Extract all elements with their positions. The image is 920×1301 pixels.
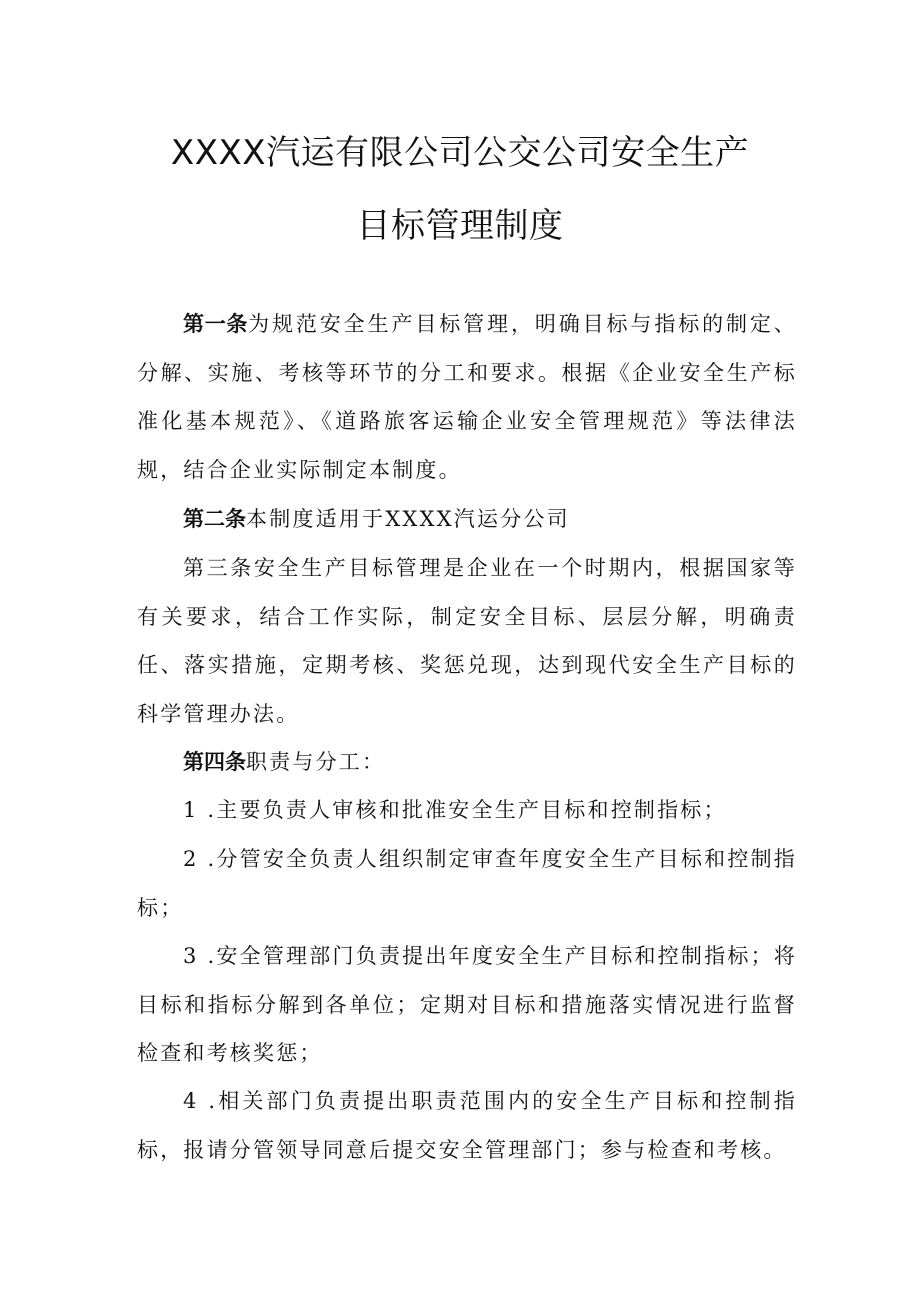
article-lead: 第一条 (183, 312, 249, 336)
article-lead: 第四条 (183, 750, 246, 774)
duty-item-text: 1 .主要负责人审核和批准安全生产目标和控制指标； (183, 798, 727, 822)
article-text: 本制度适用于XXXX汽运分公司 (246, 507, 570, 531)
duty-item-text: 3 .安全管理部门负责提出年度安全生产目标和控制指标；将目标和指标分解到各单位；定期对目标和措施落实情况进行监督检查和考核奖惩； (137, 944, 797, 1065)
duty-item-1 (137, 786, 797, 835)
duty-item-3 (137, 932, 797, 1078)
article-text: 为规范安全生产目标管理，明确目标与指标的制定、分解、实施、考核等环节的分工和要求。根据《企业安全生产标准化基本规范》、《道路旅客运输企业安全管理规范》等法律法规，结合企业实际制定本制度。 (137, 312, 797, 482)
article-lead: 第二条 (183, 507, 246, 531)
article-4 (137, 738, 797, 787)
article-2 (137, 495, 797, 544)
duty-item-2 (137, 835, 797, 932)
duty-item-4 (137, 1077, 797, 1174)
document-title-line2: 目标管理制度 (356, 206, 564, 246)
article-text: 职责与分工： (246, 750, 386, 774)
article-1 (137, 300, 797, 494)
article-text: 第三条安全生产目标管理是企业在一个时期内，根据国家等有关要求，结合工作实际，制定安全目标、层层分解，明确责任、落实措施，定期考核、奖惩兑现，达到现代安全生产目标的科学管理办法。 (137, 556, 797, 726)
duty-item-text: 2 .分管安全负责人组织制定审查年度安全生产目标和控制指标； (137, 847, 797, 920)
document-title-line1: XXXX汽运有限公司公交公司安全生产 (170, 133, 750, 173)
article-3 (137, 544, 797, 738)
duty-item-text: 4 .相关部门负责提出职责范围内的安全生产目标和控制指标，报请分管领导同意后提交安全管理部门；参与检查和考核。 (137, 1089, 797, 1162)
